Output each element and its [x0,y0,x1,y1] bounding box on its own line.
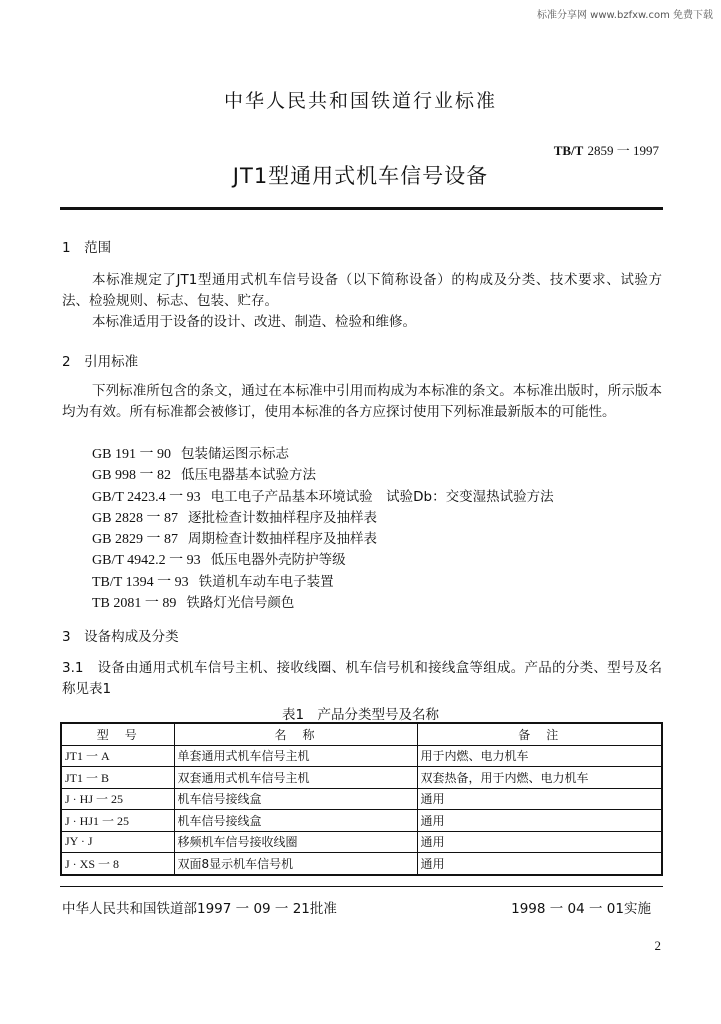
clause-3-1 [62,658,662,700]
section-1-paragraph-2: 本标准适用于设备的设计、改进、制造、检验和维修。 [92,314,416,330]
section-2-body [62,381,662,423]
list-item [92,529,554,550]
page-number: 2 [654,938,661,953]
list-item [92,444,554,465]
ref-code: GB 2828 一 87 [92,510,178,526]
cell-name: 移频机车信号接收线圈 [174,831,417,853]
ref-code: TB 2081 一 89 [92,596,177,612]
product-table [60,722,663,876]
section-2-paragraph: 下列标准所包含的条文，通过在本标准中引用而构成为本标准的条文。本标准出版时，所示版本均为有效。所有标准都会被修订，使用本标准的各方应探讨使用下列标准最新版本的可能性。 [62,383,662,420]
section-2-heading: 2 引用标准 [62,354,139,370]
ref-code: GB/T 4942.2 一 93 [92,553,201,569]
cell-name: 双套通用式机车信号主机 [174,767,417,789]
cell-name: 双面8显示机车信号机 [174,853,417,875]
cell-remarks: 通用 [417,788,662,810]
ref-title: 包装储运图示标志 [180,446,289,462]
table-row [61,767,662,789]
standard-code-prefix: TB/T [553,143,584,158]
cell-model: JY · J [61,831,174,853]
list-item [92,572,554,593]
cell-remarks: 通用 [417,831,662,853]
cell-remarks: 用于内燃、电力机车 [417,745,662,767]
footer-divider [60,886,663,887]
ref-code: GB 191 一 90 [92,447,171,462]
list-item [92,487,554,508]
ref-title: 铁路灯光信号颜色 [186,595,295,612]
cell-model: J · HJ1 一 25 [61,810,174,832]
implementation-date: 1998 一 04 一 01实施 [511,901,651,917]
cell-name: 机车信号接线盒 [174,788,417,810]
table-row [61,745,662,767]
title-divider [60,207,663,210]
ref-code: GB 2829 一 87 [92,532,178,548]
section-1-heading: 1 范围 [62,240,112,256]
list-item [92,593,554,614]
cell-remarks: 双套热备，用于内燃、电力机车 [417,767,662,789]
column-header-remarks: 备 注 [417,723,662,745]
ref-title: 逐批检查计数抽样程序及抽样表 [187,509,377,526]
cell-model: J · HJ 一 25 [61,788,174,810]
standard-code-number: 2859 一 1997 [587,143,659,158]
ref-title: 电工电子产品基本环境试验 试验Db：交变湿热试验方法 [210,488,554,505]
table-row [61,810,662,832]
watermark: 标准分享网 www.bzfxw.com 免费下载 [537,10,713,21]
clause-3-1-text: 3.1 设备由通用式机车信号主机、接收线圈、机车信号机和接线盒等组成。产品的分类、型号及名称见表1 [62,660,662,697]
referenced-standards-list [92,444,554,614]
cell-model: JT1 一 A [61,745,174,767]
ref-title: 低压电器基本试验方法 [180,467,316,484]
column-header-name: 名 称 [174,723,417,745]
section-3-heading: 3 设备构成及分类 [62,629,179,645]
section-1-body [62,270,662,333]
cell-name: 单套通用式机车信号主机 [174,745,417,767]
column-header-model: 型 号 [61,723,174,745]
section-1-paragraph-1: 本标准规定了JT1型通用式机车信号设备（以下简称设备）的构成及分类、技术要求、试验方法、检验规则、标志、包装、贮存。 [62,272,662,309]
table-row [61,788,662,810]
cell-model: J · XS 一 8 [61,853,174,875]
cell-remarks: 通用 [417,810,662,832]
cell-model: JT1 一 B [61,767,174,789]
ref-code: GB/T 2423.4 一 93 [92,489,201,505]
issuer-title: 中华人民共和国铁道行业标准 [223,90,497,112]
ref-title: 低压电器外壳防护等级 [210,552,346,569]
approval-date: 中华人民共和国铁道部1997 一 09 一 21批准 [62,901,337,917]
list-item [92,550,554,571]
ref-code: GB 998 一 82 [92,468,171,484]
list-item [92,465,554,486]
table-header-row [61,723,662,745]
ref-title: 周期检查计数抽样程序及抽样表 [187,531,377,548]
table-row [61,831,662,853]
cell-remarks: 通用 [417,853,662,875]
ref-code: TB/T 1394 一 93 [92,574,189,590]
ref-title: 铁道机车动车电子装置 [198,573,334,590]
cell-name: 机车信号接线盒 [174,810,417,832]
list-item [92,508,554,529]
document-title: JT1型通用式机车信号设备 [232,164,489,188]
table-row [61,853,662,875]
standard-code [554,140,659,159]
table-caption: 表1 产品分类型号及名称 [281,707,440,723]
